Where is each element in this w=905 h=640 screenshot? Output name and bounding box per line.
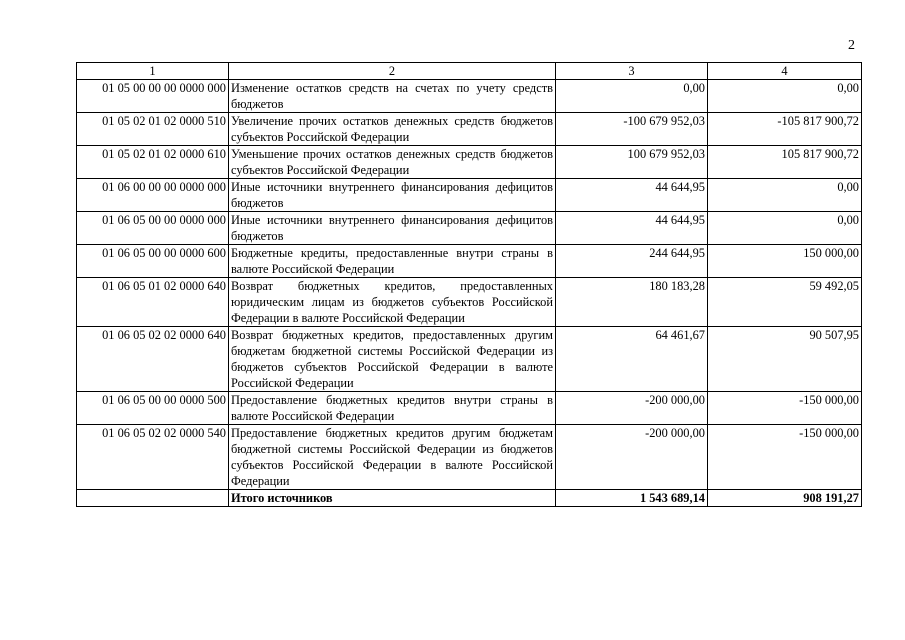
source-name: Иные источники внутреннего финансирования дефицитов бюджетов	[229, 212, 556, 245]
table-row	[77, 179, 862, 212]
budget-code: 01 06 05 02 02 0000 540	[77, 425, 229, 490]
amount-col-4: 105 817 900,72	[708, 146, 862, 179]
amount-col-4: -150 000,00	[708, 425, 862, 490]
column-number-1: 1	[77, 63, 229, 80]
amount-col-3: 0,00	[556, 80, 708, 113]
amount-col-4: 90 507,95	[708, 327, 862, 392]
amount-col-4: 0,00	[708, 179, 862, 212]
budget-code: 01 05 02 01 02 0000 610	[77, 146, 229, 179]
budget-code: 01 06 05 02 02 0000 640	[77, 327, 229, 392]
amount-col-3: -200 000,00	[556, 392, 708, 425]
amount-col-3: -200 000,00	[556, 425, 708, 490]
source-name: Возврат бюджетных кредитов, предоставленных юридическим лицам из бюджетов субъектов Российской Федерации в валюте Российской Федерации	[229, 278, 556, 327]
source-name: Предоставление бюджетных кредитов внутри страны в валюте Российской Федерации	[229, 392, 556, 425]
amount-col-3: 180 183,28	[556, 278, 708, 327]
total-label: Итого источников	[229, 490, 556, 507]
amount-col-3: 64 461,67	[556, 327, 708, 392]
budget-code: 01 05 02 01 02 0000 510	[77, 113, 229, 146]
column-number-3: 3	[556, 63, 708, 80]
amount-col-3: 244 644,95	[556, 245, 708, 278]
table-row	[77, 327, 862, 392]
budget-code: 01 06 05 00 00 0000 600	[77, 245, 229, 278]
total-amount-col-4: 908 191,27	[708, 490, 862, 507]
table-row	[77, 113, 862, 146]
budget-code: 01 06 00 00 00 0000 000	[77, 179, 229, 212]
table-row	[77, 80, 862, 113]
table-row	[77, 392, 862, 425]
budget-code: 01 06 05 01 02 0000 640	[77, 278, 229, 327]
amount-col-4: -105 817 900,72	[708, 113, 862, 146]
source-name: Уменьшение прочих остатков денежных средств бюджетов субъектов Российской Федерации	[229, 146, 556, 179]
amount-col-4: -150 000,00	[708, 392, 862, 425]
budget-code: 01 06 05 00 00 0000 000	[77, 212, 229, 245]
source-name: Возврат бюджетных кредитов, предоставленных другим бюджетам бюджетной системы Российской Федерации из бюджетов субъектов Российской Федерации в валюте Российской Федерации	[229, 327, 556, 392]
amount-col-3: -100 679 952,03	[556, 113, 708, 146]
source-name: Увеличение прочих остатков денежных средств бюджетов субъектов Российской Федерации	[229, 113, 556, 146]
table-row	[77, 245, 862, 278]
amount-col-3: 44 644,95	[556, 212, 708, 245]
budget-code: 01 06 05 00 00 0000 500	[77, 392, 229, 425]
table-row	[77, 425, 862, 490]
amount-col-4: 59 492,05	[708, 278, 862, 327]
table-header-row	[77, 63, 862, 80]
amount-col-4: 150 000,00	[708, 245, 862, 278]
total-code	[77, 490, 229, 507]
column-number-2: 2	[229, 63, 556, 80]
table-row	[77, 212, 862, 245]
table-row	[77, 278, 862, 327]
source-name: Предоставление бюджетных кредитов другим бюджетам бюджетной системы Российской Федерации из бюджетов субъектов Российской Федерации в валюте Российской Федерации	[229, 425, 556, 490]
total-amount-col-3: 1 543 689,14	[556, 490, 708, 507]
source-name: Иные источники внутреннего финансирования дефицитов бюджетов	[229, 179, 556, 212]
amount-col-3: 44 644,95	[556, 179, 708, 212]
column-number-4: 4	[708, 63, 862, 80]
page-number: 2	[848, 38, 855, 53]
total-row	[77, 490, 862, 507]
source-name: Изменение остатков средств на счетах по учету средств бюджетов	[229, 80, 556, 113]
amount-col-4: 0,00	[708, 212, 862, 245]
amount-col-3: 100 679 952,03	[556, 146, 708, 179]
table-row	[77, 146, 862, 179]
source-name: Бюджетные кредиты, предоставленные внутри страны в валюте Российской Федерации	[229, 245, 556, 278]
budget-code: 01 05 00 00 00 0000 000	[77, 80, 229, 113]
financing-sources-table	[76, 62, 862, 507]
amount-col-4: 0,00	[708, 80, 862, 113]
